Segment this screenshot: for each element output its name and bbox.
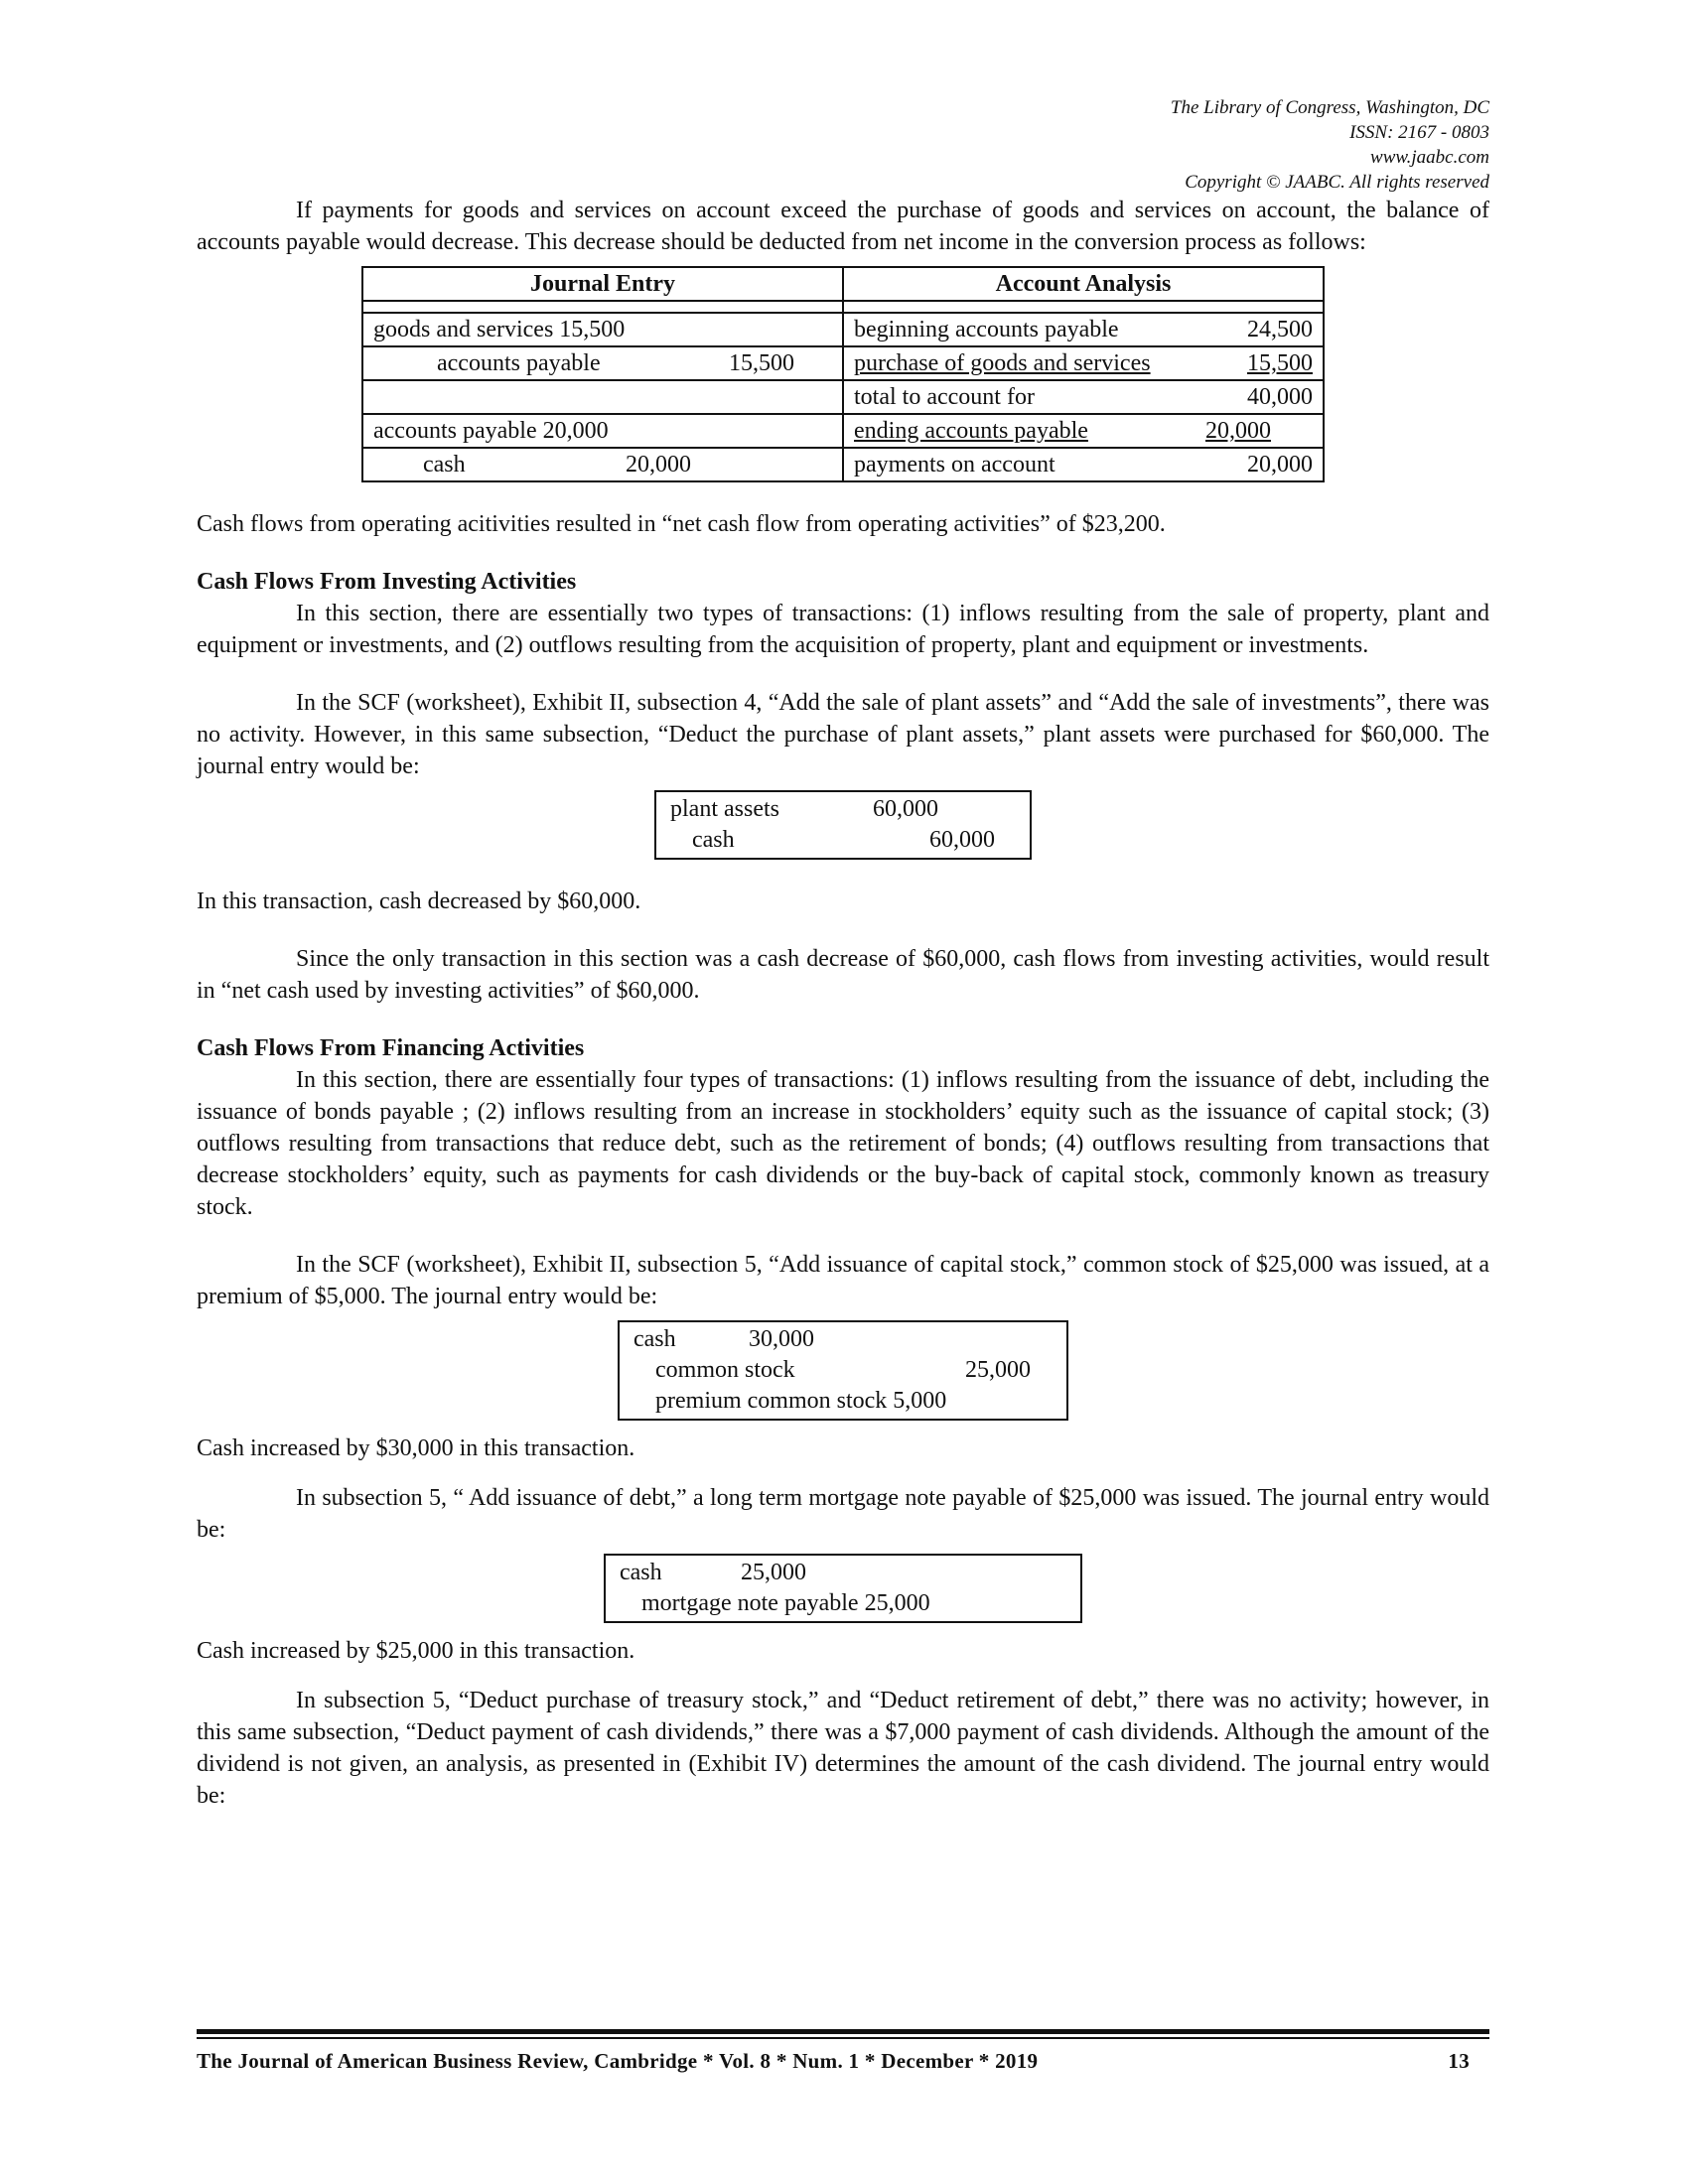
je-row-5-label: cash: [423, 452, 466, 478]
footer-journal-citation: The Journal of American Business Review, Cambridge * Vol. 8 * Num. 1 * December * 2019: [197, 2049, 1039, 2073]
je-row-5: [362, 448, 843, 481]
aa-row-3-label: total to account for: [854, 384, 1035, 410]
paragraph-investing-types: In this section, there are essentially two types of transactions: (1) inflows resulting from the sale of property, plant and equipment or investments, and (2) outflows resulting from the acquisition of property, plant and equipment or investments.: [197, 601, 1489, 658]
entry1-line2-amount: 60,000: [929, 827, 995, 853]
paragraph-cash-increased-30000: Cash increased by $30,000 in this transaction.: [197, 1435, 635, 1461]
entry1-line1-label: plant assets: [670, 796, 779, 822]
aa-row-1: [843, 313, 1324, 346]
entry3-line2: mortgage note payable 25,000: [641, 1590, 930, 1616]
aa-row-3: [843, 380, 1324, 414]
heading-financing: Cash Flows From Financing Activities: [197, 1035, 585, 1061]
journal-entry-header: Journal Entry: [362, 267, 843, 301]
entry3-line1-amount: 25,000: [741, 1560, 806, 1585]
je-row-2: [362, 346, 843, 380]
aa-row-2-amount: 15,500: [1247, 350, 1313, 376]
aa-row-1-amount: 24,500: [1247, 317, 1313, 342]
paragraph-investing-summary: Since the only transaction in this section was a cash decrease of $60,000, cash flows from investing activities, would result in “net cash used by investing activities” of $60,000.: [197, 946, 1489, 1004]
je-row-2-label: accounts payable: [437, 350, 601, 376]
account-analysis-header: Account Analysis: [843, 267, 1324, 301]
entry1-line2-label: cash: [692, 827, 735, 853]
paragraph-cash-dividends: In subsection 5, “Deduct purchase of treasury stock,” and “Deduct retirement of debt,” there was no activity; however, in this same subsection, “Deduct payment of cash dividends,” there was a $7,000 payment of cash dividends. Although the amount of the dividend is not given, an analysis, as presented in (Exhibit IV) determines the amount of the cash dividend. The journal entry would be:: [197, 1688, 1489, 1809]
je-row-4: [362, 414, 843, 448]
journal-entry-plant-assets: [654, 790, 1032, 860]
entry2-line1-label: cash: [633, 1326, 676, 1352]
paragraph-capital-stock: In the SCF (worksheet), Exhibit II, subsection 5, “Add issuance of capital stock,” common stock of $25,000 was issued, at a premium of $5,000. The journal entry would be:: [197, 1252, 1489, 1309]
aa-row-5-label: payments on account: [854, 452, 1055, 478]
paragraph-financing-types: In this section, there are essentially four types of transactions: (1) inflows resulting from the issuance of debt, including the issuance of bonds payable ; (2) inflows resulting from an increase in stockholders’ equity such as the issuance of capital stock; (3) outflows resulting from transactions that reduce debt, such as the retirement of bonds; (4) outflows resulting from transactions that decrease stockholders’ equity, such as payments for cash dividends or the buy-back of capital stock, commonly known as treasury stock.: [197, 1067, 1489, 1220]
paragraph-accounts-payable: If payments for goods and services on account exceed the purchase of goods and services on account, the balance of accounts payable would decrease. This decrease should be deducted from net income in the conversion process as follows:: [197, 198, 1489, 255]
header-line-2: ISSN: 2167 - 0803: [1349, 122, 1489, 143]
aa-row-5-amount: 20,000: [1247, 452, 1313, 478]
je-row-5-amount: 20,000: [626, 452, 691, 478]
footer-rule-thin: [197, 2037, 1489, 2039]
je-row-2-amount: 15,500: [729, 350, 794, 376]
paragraph-cash-increased-25000: Cash increased by $25,000 in this transaction.: [197, 1638, 635, 1664]
header-line-4: Copyright © JAABC. All rights reserved: [1185, 172, 1489, 193]
paragraph-issuance-of-debt: In subsection 5, “ Add issuance of debt,” a long term mortgage note payable of $25,000 was issued. The journal entry would be:: [197, 1485, 1489, 1543]
paragraph-investing-scf: In the SCF (worksheet), Exhibit II, subsection 4, “Add the sale of plant assets” and “Add the sale of investments”, there was no activity. However, in this same subsection, “Deduct the purchase of plant assets,” plant assets were purchased for $60,000. The journal entry would be:: [197, 690, 1489, 779]
aa-row-3-amount: 40,000: [1247, 384, 1313, 410]
header-line-1: The Library of Congress, Washington, DC: [1170, 97, 1489, 118]
je-row-1: [362, 313, 843, 346]
footer-rule-thick: [197, 2029, 1489, 2034]
blank-cell: [843, 301, 1324, 313]
heading-investing: Cash Flows From Investing Activities: [197, 569, 577, 595]
aa-row-4-label: ending accounts payable: [854, 418, 1088, 444]
page-footer: [197, 2029, 1489, 2074]
aa-row-5: [843, 448, 1324, 481]
paragraph-cash-decreased: In this transaction, cash decreased by $60,000.: [197, 888, 641, 914]
aa-row-2: [843, 346, 1324, 380]
page-body: [197, 95, 1489, 1812]
aa-row-2-label: purchase of goods and services: [854, 350, 1151, 376]
aa-row-4-amount: 20,000: [1205, 418, 1271, 444]
page-number: 13: [1448, 2049, 1470, 2073]
aa-row-1-label: beginning accounts payable: [854, 317, 1119, 342]
entry2-line1-amount: 30,000: [749, 1326, 814, 1352]
header-line-3: www.jaabc.com: [1370, 147, 1489, 168]
blank-cell: [362, 301, 843, 313]
journal-entry-capital-stock: [618, 1320, 1068, 1421]
entry2-line3: premium common stock 5,000: [655, 1388, 947, 1414]
running-header: [197, 95, 1489, 195]
entry1-line1-amount: 60,000: [873, 796, 938, 822]
je-row-1-label: goods and services 15,500: [373, 317, 626, 342]
entry2-line2-label: common stock: [655, 1357, 795, 1383]
je-row-3: [362, 380, 843, 414]
entry2-line2-amount: 25,000: [965, 1357, 1031, 1383]
entry3-line1-label: cash: [620, 1560, 662, 1585]
je-row-4-label: accounts payable 20,000: [373, 418, 609, 444]
aa-row-4: [843, 414, 1324, 448]
paragraph-operating-result: Cash flows from operating acitivities resulted in “net cash flow from operating activities” of $23,200.: [197, 511, 1166, 537]
journal-entry-mortgage-note: [604, 1554, 1082, 1623]
journal-analysis-table: [361, 266, 1325, 482]
